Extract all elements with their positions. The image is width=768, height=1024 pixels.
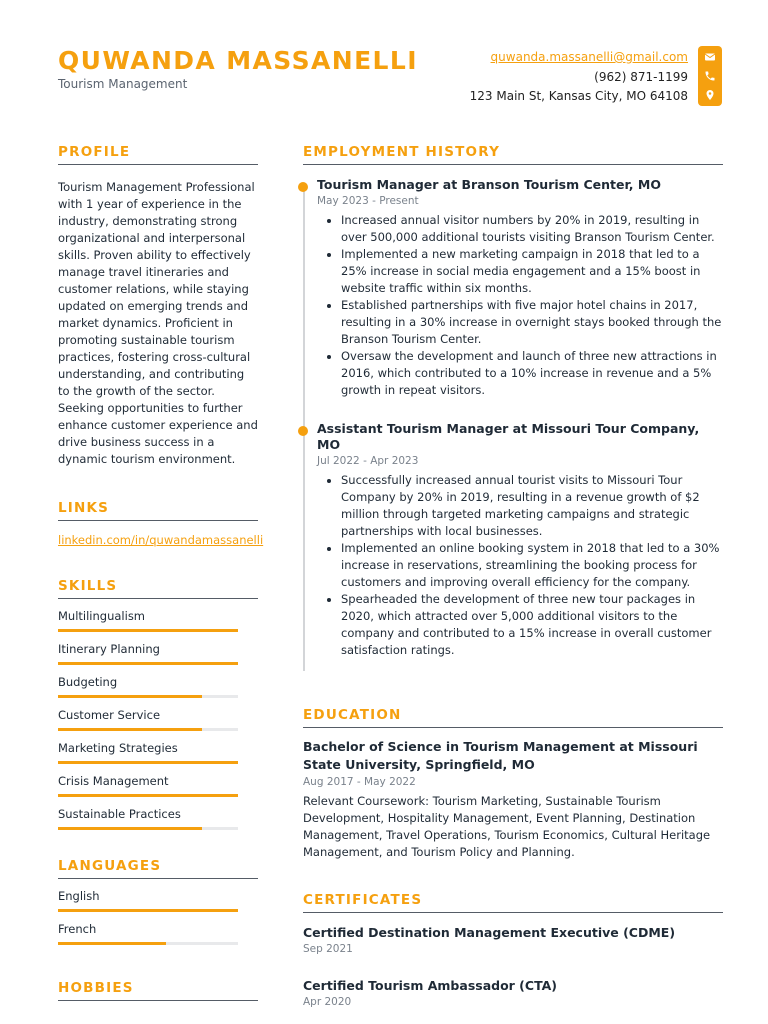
skill-item xyxy=(58,675,258,698)
location-pin-icon xyxy=(704,89,716,101)
right-column xyxy=(303,144,723,1009)
employment-heading: EMPLOYMENT HISTORY xyxy=(303,144,723,165)
job-title: Assistant Tourism Manager at Missouri Tour Company, MO xyxy=(317,421,700,452)
job-bullet: • Oversaw the development and launch of three new attractions in 2016, which contributed to a 10% increase in revenue and a 5% growth in repeat visitors. xyxy=(341,348,723,399)
linkedin-link[interactable]: linkedin.com/in/quwandamassanelli xyxy=(58,533,264,547)
education-heading: EDUCATION xyxy=(303,707,723,728)
degree-title: Bachelor of Science in Tourism Management at Missouri State University, Springfield, MO xyxy=(303,739,698,772)
language-item xyxy=(58,889,258,912)
languages-section xyxy=(58,858,258,945)
certificates-heading: CERTIFICATES xyxy=(303,892,723,913)
job-bullet: • Established partnerships with five major hotel chains in 2017, resulting in a 30% increase in overnight stays booked through the Branson Tourism Center. xyxy=(341,297,723,348)
skill-label: Customer Service xyxy=(58,708,161,722)
timeline-dot xyxy=(298,182,308,192)
contact-info xyxy=(470,48,688,107)
skill-level-bar xyxy=(58,662,238,665)
employment-timeline xyxy=(303,177,723,659)
certificate-title: Certified Tourism Ambassador (CTA) xyxy=(303,978,558,993)
coursework-text: Relevant Coursework: Tourism Marketing, Sustainable Tourism Development, Hospitality Management, Event Planning, Destination Management, Travel Operations, Tourism Economics, Cultural Heritage Management, and Tourism Policy and Planning. xyxy=(303,794,711,859)
job-entry xyxy=(317,421,723,659)
job-date: May 2023 - Present xyxy=(317,195,419,207)
job-bullets xyxy=(317,212,723,399)
certificates-section xyxy=(303,892,723,1009)
left-column xyxy=(58,144,264,1001)
skill-label: Budgeting xyxy=(58,675,118,689)
phone-number: (962) 871-1199 xyxy=(594,69,688,84)
employment-section xyxy=(303,144,723,659)
certificate-date: Sep 2021 xyxy=(303,943,353,955)
candidate-title: Tourism Management xyxy=(58,77,188,91)
envelope-icon xyxy=(704,51,716,63)
skill-label: Crisis Management xyxy=(58,774,169,788)
job-bullet: • Spearheaded the development of three new tour packages in 2020, which attracted over 5,000 additional visitors to the company and contributed to a 15% increase in overall customer satisfaction ratings. xyxy=(341,591,723,659)
skill-level-bar xyxy=(58,794,238,797)
skill-label: Multilingualism xyxy=(58,609,146,623)
job-title: Tourism Manager at Branson Tourism Center, MO xyxy=(317,177,661,192)
skill-item xyxy=(58,642,258,665)
job-bullet: • Implemented an online booking system in 2018 that led to a 30% increase in reservations, streamlining the booking process for customers and improving overall efficiency for the company. xyxy=(341,540,723,591)
job-bullets xyxy=(317,472,723,659)
job-bullet: • Increased annual visitor numbers by 20% in 2019, resulting in over 500,000 additional tourists visiting Branson Tourism Center. xyxy=(341,212,723,246)
email-link[interactable]: quwanda.massanelli@gmail.com xyxy=(490,50,688,64)
education-section xyxy=(303,707,723,861)
skill-level-bar xyxy=(58,827,238,830)
profile-text: Tourism Management Professional with 1 year of experience in the industry, demonstrating strong organizational and interpersonal skills. Proven ability to effectively manage travel itineraries and customer relations, while staying updated on emerging trends and market dynamics. Proficient in promoting sustainable tourism practices, fostering cross-cultural understanding, and contributing to the growth of the sector. Seeking opportunities to further enhance customer experience and drive business success in a dynamic tourism environment. xyxy=(58,180,258,466)
timeline-dot xyxy=(298,426,308,436)
certificate-title: Certified Destination Management Executive (CDME) xyxy=(303,925,676,940)
hobbies-heading: HOBBIES xyxy=(58,980,258,1001)
certificate-entry xyxy=(303,978,723,1009)
address: 123 Main St, Kansas City, MO 64108 xyxy=(469,89,688,103)
profile-heading: PROFILE xyxy=(58,144,258,165)
hobbies-section xyxy=(58,980,258,1001)
languages-heading: LANGUAGES xyxy=(58,858,258,879)
language-item xyxy=(58,922,258,945)
skill-label: Itinerary Planning xyxy=(58,642,160,656)
skill-level-bar xyxy=(58,761,238,764)
skills-heading: SKILLS xyxy=(58,578,258,599)
skill-item xyxy=(58,609,258,632)
skill-level-bar xyxy=(58,728,238,731)
skill-label: Marketing Strategies xyxy=(58,741,178,755)
links-section xyxy=(58,500,264,547)
phone-icon xyxy=(704,70,716,82)
skill-item xyxy=(58,774,258,797)
links-heading: LINKS xyxy=(58,500,258,521)
skill-item xyxy=(58,807,258,830)
job-bullet: • Implemented a new marketing campaign in 2018 that led to a 25% increase in social media engagement and a 15% boost in website traffic within six months. xyxy=(341,246,723,297)
contact-icon-bar xyxy=(698,46,722,106)
skill-label: Sustainable Practices xyxy=(58,807,181,821)
education-date: Aug 2017 - May 2022 xyxy=(303,776,416,788)
language-level-bar xyxy=(58,909,238,912)
job-entry xyxy=(317,177,723,399)
resume-header xyxy=(58,46,722,110)
certificate-date: Apr 2020 xyxy=(303,996,352,1008)
skills-section xyxy=(58,578,258,830)
skill-item xyxy=(58,741,258,764)
profile-section xyxy=(58,144,258,468)
candidate-name: QUWANDA MASSANELLI xyxy=(58,46,418,75)
language-level-bar xyxy=(58,942,238,945)
language-label: French xyxy=(58,922,97,936)
language-label: English xyxy=(58,889,100,903)
job-date: Jul 2022 - Apr 2023 xyxy=(317,455,419,467)
skill-item xyxy=(58,708,258,731)
certificate-entry xyxy=(303,925,723,956)
skill-level-bar xyxy=(58,629,238,632)
skill-level-bar xyxy=(58,695,238,698)
job-bullet: • Successfully increased annual tourist visits to Missouri Tour Company by 20% in 2019, resulting in a revenue growth of $2 million through targeted marketing campaigns and strategic partnerships with local businesses. xyxy=(341,472,723,540)
